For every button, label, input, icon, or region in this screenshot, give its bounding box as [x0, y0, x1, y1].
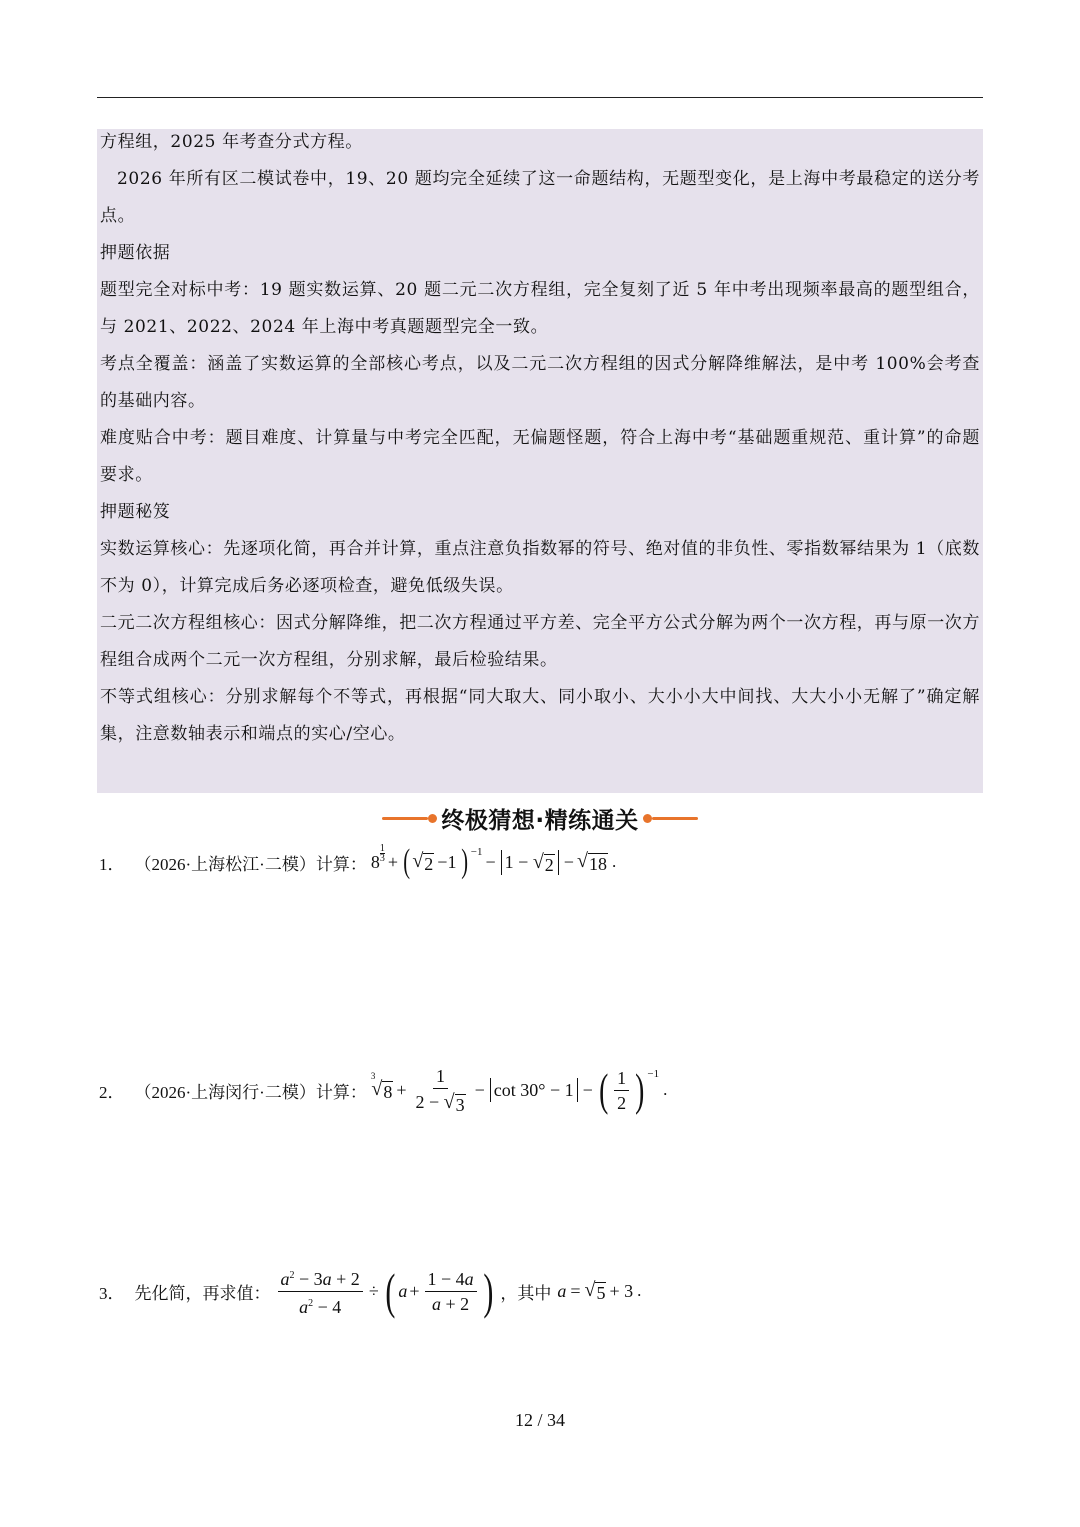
question-number: 3． — [99, 1283, 125, 1303]
question-mid: ，其中 — [500, 1283, 552, 1303]
title-right-dot — [643, 814, 652, 823]
formula-3-value: a = √ 5 + 3 — [557, 1279, 634, 1303]
question-number: 1． — [99, 854, 125, 874]
question-source: （2026·上海松江·二模）计算： — [134, 854, 367, 874]
para-3: 题型完全对标中考：19 题实数运算、20 题二元二次方程组，完全复刻了近 5 年中考出现频率最高的题型组合，与 2021、2022、2024 年上海中考真题题型完全一致。 — [100, 280, 980, 337]
page-number: 12 / 34 — [514, 1410, 565, 1430]
para-8: 二元二次方程组核心：因式分解降维，把二次方程通过平方差、完全平方公式分解为两个一次方程，再与原一次方程组合成两个二元一次方程组，分别求解，最后检验结果。 — [100, 613, 980, 670]
question-3 — [99, 1264, 641, 1318]
section-title — [376, 800, 704, 836]
section-title-text: 终极猜想·精练通关 — [441, 807, 639, 834]
title-left-dot — [428, 814, 437, 823]
question-2 — [99, 1064, 667, 1116]
title-right-line — [652, 817, 698, 820]
formula-3: $\frac{a^2 - 3a + 2}{a^2 - 4}$ ÷ ( a + $\frac{1 - 4a}{a + 2}$ ) — [275, 1266, 497, 1317]
question-end: . — [611, 852, 617, 871]
question-end: . — [637, 1281, 642, 1300]
para-9: 不等式组核心：分别求解每个不等式，再根据“同大取大、同小取小、大小小大中间找、大大小小无解了”确定解集，注意数轴表示和端点的实心/空心。 — [100, 687, 980, 744]
header-rule — [97, 97, 983, 98]
para-4: 考点全覆盖：涵盖了实数运算的全部核心考点，以及二元二次方程组的因式分解降维解法，是中考 100%会考查的基础内容。 — [100, 354, 980, 411]
question-1 — [99, 840, 616, 884]
formula-1: 8 1 3 + ( √ 2 −1 ) −1 − 1 − √ 2 − √ 18 — [370, 842, 607, 880]
para-0: 方程组，2025 年考查分式方程。 — [100, 132, 363, 152]
para-7: 实数运算核心：先逐项化简，再合并计算，重点注意负指数幂的符号、绝对值的非负性、零指数幂结果为 1（底数不为 0），计算完成后务必逐项检查，避免低级失误。 — [100, 539, 980, 596]
para-1: 2026 年所有区二模试卷中，19、20 题均完全延续了这一命题结构，无题型变化，是上海中考最稳定的送分考点。 — [100, 169, 980, 226]
heading-basis: 押题依据 — [100, 243, 171, 263]
heading-tips: 押题秘笈 — [100, 502, 171, 522]
question-source: （2026·上海闵行·二模）计算： — [134, 1082, 367, 1102]
question-source: 先化简，再求值： — [134, 1283, 271, 1303]
question-number: 2． — [99, 1082, 125, 1102]
formula-2: 3 √ 8 + 1 2 − √ 3 − cot 30° − 1 − ( $\frac{1}{2}$ ) −1 — [370, 1064, 660, 1115]
question-end: . — [663, 1080, 668, 1099]
para-5: 难度贴合中考：题目难度、计算量与中考完全匹配，无偏题怪题，符合上海中考“基础题重规范、重计算”的命题要求。 — [100, 428, 980, 485]
title-left-line — [382, 817, 428, 820]
